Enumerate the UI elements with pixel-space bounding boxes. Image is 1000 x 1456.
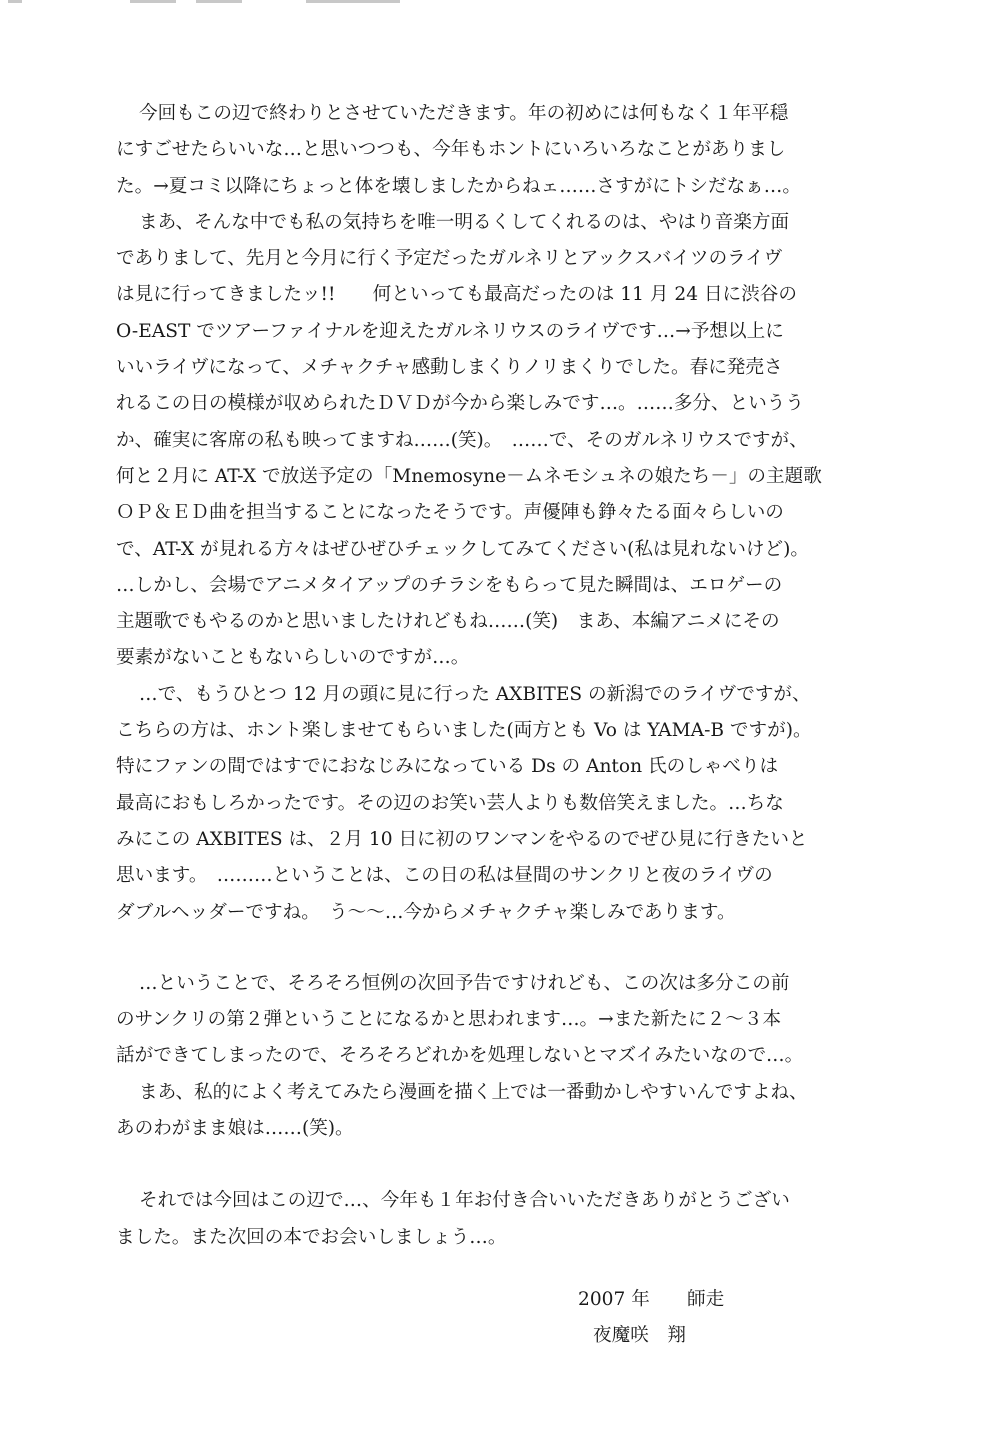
scan-edge-mark: [196, 0, 242, 3]
paragraph-gap: [116, 931, 896, 966]
text-line: 話ができてしまったので、そろそろどれかを処理しないとマズイみたいなので…。: [116, 1045, 804, 1067]
text-line: …ということで、そろそろ恒例の次回予告ですけれども、この次は多分この前: [139, 972, 790, 994]
text-line: まあ、私的によく考えてみたら漫画を描く上では一番動かしやすいんですよね、: [139, 1081, 808, 1103]
text-line: みにこの AXBITES は、２月 10 日に初のワンマンをやるのでぜひ見に行きたいと: [116, 828, 808, 850]
text-line: た。→夏コミ以降にちょっと体を壊しましたからねェ……さすがにトシだなぁ…。: [116, 175, 801, 197]
text-line: のサンクリの第２弾ということになるかと思われます…。→また新たに２～３本: [116, 1009, 782, 1031]
afterword-body: [116, 96, 896, 1256]
text-line: こちらの方は、ホント楽しませてもらいました(両方とも Vo は YAMA-B ですが)。: [116, 720, 812, 742]
text-line: あのわがまま娘は……(笑)。: [116, 1118, 354, 1140]
paragraph-gap: [116, 1147, 896, 1183]
text-line: でありまして、先月と今月に行く予定だったガルネリとアックスバイツのライヴ: [116, 248, 783, 270]
text-line: ダブルヘッダーですね。 う～～…今からメチャクチャ楽しみであります。: [116, 901, 736, 923]
text-line: 主題歌でもやるのかと思いましたけれどもね……(笑) まあ、本編アニメにその: [116, 611, 780, 633]
text-line: は見に行ってきましたッ!! 何といっても最高だったのは 11 月 24 日に渋谷の: [116, 284, 797, 306]
text-line: 特にファンの間ではすでにおなじみになっている Ds の Anton 氏のしゃべりは: [116, 756, 779, 778]
text-line: 最高におもしろかったです。その辺のお笑い芸人よりも数倍笑えました。…ちな: [116, 792, 784, 814]
text-line: O-EAST でツアーファイナルを迎えたガルネリウスのライヴです…→予想以上に: [116, 320, 784, 342]
text-line: いいライヴになって、メチャクチャ感動しまくりノリまくりでした。春に発売さ: [116, 357, 783, 379]
signature-date: 2007 年 師走: [578, 1289, 725, 1310]
scan-edge-mark: [8, 0, 22, 3]
scan-edge-mark: [130, 0, 176, 3]
text-line: それでは今回はこの辺で…、今年も１年お付き合いいただきありがとうござい: [139, 1190, 790, 1212]
text-line: …で、もうひとつ 12 月の頭に見に行った AXBITES の新潟でのライヴですが、: [139, 683, 811, 705]
text-line: …しかし、会場でアニメタイアップのチラシをもらって見た瞬間は、エロゲーの: [116, 574, 783, 596]
text-line: にすごせたらいいな…と思いつつも、今年もホントにいろいろなことがありまし: [116, 139, 786, 161]
text-line: 何と２月に AT-X で放送予定の「Mnemosyne－ムネモシュネの娘たち－」の主題歌: [116, 465, 822, 487]
text-line: か、確実に客席の私も映ってますね……(笑)。 ……で、そのガルネリウスですが、: [116, 429, 808, 451]
text-line: 思います。 ………ということは、この日の私は昼間のサンクリと夜のライヴの: [116, 865, 773, 887]
text-line: 今回もこの辺で終わりとさせていただきます。年の初めには何もなく１年平穏: [139, 103, 789, 124]
text-line: ＯＰ＆ＥＤ曲を担当することになったそうです。声優陣も錚々たる面々らしいの: [116, 502, 784, 524]
text-line: れるこの日の模様が収められたＤＶＤが今から楽しみです…。……多分、というう: [116, 393, 804, 415]
text-line: 要素がないこともないらしいのですが…。: [116, 647, 470, 669]
text-line: で、AT-X が見れる方々はぜひぜひチェックしてみてください(私は見れないけど)。: [116, 538, 809, 560]
scan-edge-mark: [306, 0, 400, 3]
text-line: ました。また次回の本でお会いしましょう…。: [116, 1226, 507, 1248]
text-line: まあ、そんな中でも私の気持ちを唯一明るくしてくれるのは、やはり音楽方面: [139, 211, 790, 233]
signature-author: 夜魔咲 翔: [593, 1325, 686, 1346]
